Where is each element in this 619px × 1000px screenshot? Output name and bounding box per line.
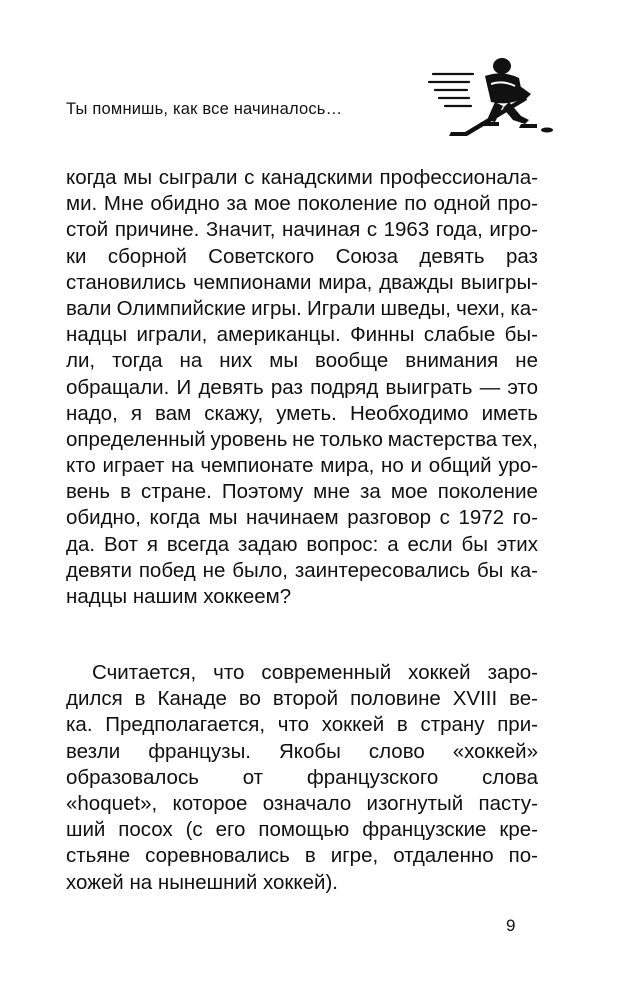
word: за bbox=[226, 192, 248, 216]
word: бы bbox=[476, 558, 504, 582]
word: Канаде bbox=[157, 687, 227, 711]
word: Поэтому bbox=[221, 480, 304, 504]
word: вопрос: bbox=[306, 532, 379, 556]
word: начинаем bbox=[246, 506, 339, 530]
word: выиграть bbox=[385, 375, 473, 399]
word: Необходимо bbox=[349, 401, 469, 425]
word: — bbox=[479, 375, 501, 399]
word: мира, bbox=[320, 454, 375, 478]
word: ший bbox=[66, 818, 106, 842]
word: помощью bbox=[258, 818, 350, 842]
word: поколение bbox=[297, 192, 398, 216]
word: хоккей bbox=[321, 713, 385, 737]
word: если bbox=[407, 532, 453, 556]
text-line bbox=[66, 427, 538, 453]
text-line bbox=[66, 660, 538, 686]
word: девять bbox=[419, 244, 485, 268]
word: которое bbox=[172, 791, 248, 815]
word: Вот bbox=[103, 532, 138, 556]
text-line bbox=[66, 348, 538, 374]
word: ка- bbox=[510, 558, 538, 582]
word: Предполагается, bbox=[105, 713, 266, 737]
text-line bbox=[66, 712, 538, 738]
word: стьяне bbox=[66, 844, 131, 868]
text-line: хожей на нынешний хоккей). bbox=[66, 870, 338, 894]
word: в bbox=[304, 844, 316, 868]
word: в bbox=[396, 713, 408, 737]
word: девять bbox=[198, 375, 264, 399]
word: «hoquet», bbox=[66, 791, 158, 815]
word: про- bbox=[497, 192, 538, 216]
text-line bbox=[66, 375, 538, 401]
text-line bbox=[66, 558, 538, 584]
word: образовалось bbox=[66, 765, 199, 789]
word: страну bbox=[420, 713, 485, 737]
word: во bbox=[238, 687, 261, 711]
word: 1963 bbox=[383, 218, 430, 242]
word: ли, bbox=[66, 349, 96, 373]
word: канадскими bbox=[261, 166, 373, 189]
text-line bbox=[66, 817, 538, 843]
word: тогда bbox=[112, 349, 163, 373]
text-line bbox=[66, 453, 538, 479]
word: сборной bbox=[107, 244, 187, 268]
word: пасту- bbox=[478, 791, 538, 815]
page-number: 9 bbox=[506, 916, 516, 935]
word: половине bbox=[350, 687, 441, 711]
word: при- bbox=[497, 713, 538, 737]
hockey-player-icon bbox=[425, 50, 565, 142]
word: надо, bbox=[66, 401, 118, 425]
word: внимания bbox=[405, 349, 499, 373]
word: но bbox=[381, 454, 404, 478]
word: стой bbox=[66, 218, 109, 242]
word: да. bbox=[66, 532, 96, 556]
word: раз bbox=[505, 244, 538, 268]
word: Советского bbox=[208, 244, 315, 268]
word: на bbox=[179, 349, 203, 373]
text-line bbox=[66, 244, 538, 270]
word: определенный bbox=[66, 427, 206, 451]
text-line bbox=[66, 270, 538, 296]
word: французы. bbox=[148, 739, 251, 763]
word: выигры- bbox=[460, 270, 538, 294]
word: слова bbox=[482, 765, 538, 789]
word: слово bbox=[368, 739, 425, 763]
word: дважды bbox=[379, 270, 454, 294]
word: мы bbox=[208, 506, 238, 530]
word: от bbox=[242, 765, 264, 789]
word: надцы bbox=[66, 323, 128, 347]
word: слабые bbox=[423, 323, 496, 347]
word: поколение bbox=[437, 480, 538, 504]
word: ка- bbox=[510, 296, 538, 320]
word: чехи, bbox=[456, 296, 506, 320]
word: мое bbox=[390, 480, 428, 504]
text-line bbox=[66, 686, 538, 712]
word: них bbox=[219, 349, 253, 373]
word: мастерства bbox=[387, 427, 498, 451]
word: обидно bbox=[150, 192, 220, 216]
word: Значит, bbox=[205, 218, 276, 242]
word: Олимпийские bbox=[116, 296, 246, 320]
text-line bbox=[66, 191, 538, 217]
word: ки bbox=[66, 244, 87, 268]
word: подряд bbox=[310, 375, 379, 399]
text-line bbox=[66, 296, 538, 322]
word: второй bbox=[272, 687, 339, 711]
text-line bbox=[66, 765, 538, 791]
word: изогнутый bbox=[366, 791, 464, 815]
word: ка. bbox=[66, 713, 93, 737]
word: начиная bbox=[282, 218, 361, 242]
word: раз bbox=[270, 375, 303, 399]
word: XVIII bbox=[452, 687, 498, 711]
word: мне bbox=[313, 480, 350, 504]
text-line bbox=[66, 505, 538, 531]
word: мира, bbox=[318, 270, 373, 294]
word: посох bbox=[118, 818, 173, 842]
text-line bbox=[66, 401, 538, 427]
word: причине. bbox=[114, 218, 200, 242]
word: не bbox=[292, 427, 315, 451]
word: игро- bbox=[489, 218, 538, 242]
word: Финны bbox=[350, 323, 415, 347]
word: года, bbox=[435, 218, 483, 242]
word: бы bbox=[461, 532, 488, 556]
word: ми. bbox=[66, 192, 98, 216]
word: кто bbox=[66, 454, 96, 478]
word: мы bbox=[269, 349, 299, 373]
word: игры. bbox=[251, 296, 302, 320]
word: задаю bbox=[237, 532, 298, 556]
text-line bbox=[66, 165, 538, 191]
word: Мне bbox=[103, 192, 144, 216]
text-line bbox=[66, 843, 538, 869]
word: «хоккей» bbox=[452, 739, 538, 763]
word: мы bbox=[123, 166, 153, 189]
word: го- bbox=[512, 506, 538, 530]
word: чемпионате bbox=[200, 454, 314, 478]
word: с bbox=[244, 166, 255, 189]
word: скажу, bbox=[204, 401, 264, 425]
word: это bbox=[507, 375, 538, 399]
word: французские bbox=[362, 818, 487, 842]
text-line bbox=[66, 532, 538, 558]
word: когда bbox=[149, 506, 201, 530]
word: девяти bbox=[66, 558, 132, 582]
word: кре- bbox=[499, 818, 538, 842]
word: вам bbox=[155, 401, 192, 425]
word: и bbox=[410, 454, 422, 478]
word: везли bbox=[66, 739, 121, 763]
word: в bbox=[120, 480, 131, 504]
word: одной bbox=[433, 192, 491, 216]
word: уметь. bbox=[276, 401, 337, 425]
word: означало bbox=[262, 791, 352, 815]
word: тех, bbox=[501, 427, 538, 451]
word: этих bbox=[496, 532, 538, 556]
running-header-title: Ты помнишь, как все начиналось… bbox=[66, 100, 343, 118]
word: а bbox=[387, 532, 399, 556]
word: общий bbox=[428, 454, 492, 478]
quote-paragraph bbox=[66, 165, 538, 610]
word: его bbox=[215, 818, 246, 842]
word: уровень bbox=[210, 427, 288, 451]
word: не bbox=[202, 558, 226, 582]
word: я bbox=[146, 532, 158, 556]
word: заинтересовались bbox=[294, 558, 471, 582]
word: отдаленно bbox=[393, 844, 494, 868]
text-line: надцы нашим хоккеем? bbox=[66, 585, 292, 608]
word: побед bbox=[138, 558, 196, 582]
word: игре, bbox=[330, 844, 379, 868]
word: когда bbox=[66, 166, 117, 189]
word: французского bbox=[306, 765, 439, 789]
word: иметь bbox=[481, 401, 538, 425]
word: уро- bbox=[498, 454, 538, 478]
word: соревновались bbox=[145, 844, 290, 868]
text-line bbox=[66, 791, 538, 817]
word: обидно, bbox=[66, 506, 141, 530]
word: Играли bbox=[306, 296, 376, 320]
word: заро- bbox=[487, 661, 538, 684]
word: всегда bbox=[166, 532, 230, 556]
word: (с bbox=[185, 818, 203, 842]
word: по bbox=[404, 192, 427, 216]
word: на bbox=[171, 454, 194, 478]
word: с bbox=[439, 506, 450, 530]
word: вообще bbox=[315, 349, 389, 373]
word: по- bbox=[508, 844, 538, 868]
word: что bbox=[213, 661, 245, 684]
history-paragraph bbox=[66, 660, 538, 896]
word: с bbox=[366, 218, 378, 242]
word: Якобы bbox=[278, 739, 341, 763]
word: мое bbox=[253, 192, 291, 216]
word: бы- bbox=[504, 323, 538, 347]
word: дился bbox=[66, 687, 123, 711]
word: за bbox=[360, 480, 381, 504]
word: не bbox=[515, 349, 538, 373]
word: сыграли bbox=[158, 166, 238, 189]
word: Считается, bbox=[92, 661, 197, 684]
word: И bbox=[176, 375, 192, 399]
word: ве- bbox=[509, 687, 538, 711]
text-line bbox=[66, 479, 538, 505]
word: стране. bbox=[141, 480, 212, 504]
word: играет bbox=[102, 454, 165, 478]
word: играли, bbox=[136, 323, 208, 347]
word: что bbox=[277, 713, 310, 737]
word: профессионала- bbox=[379, 166, 538, 189]
text-line bbox=[66, 322, 538, 348]
word: американцы. bbox=[216, 323, 341, 347]
word: Союза bbox=[335, 244, 398, 268]
word: современный bbox=[261, 661, 392, 684]
word: в bbox=[134, 687, 146, 711]
word: 1972 bbox=[458, 506, 505, 530]
word: было, bbox=[232, 558, 288, 582]
word: только bbox=[319, 427, 383, 451]
text-line bbox=[66, 217, 538, 243]
word: обращали. bbox=[66, 375, 170, 399]
word: вень bbox=[66, 480, 111, 504]
word: чемпионами bbox=[193, 270, 312, 294]
word: хоккей bbox=[408, 661, 471, 684]
word: шведы, bbox=[380, 296, 451, 320]
word: разговор bbox=[347, 506, 432, 530]
word: я bbox=[130, 401, 142, 425]
word: становились bbox=[66, 270, 187, 294]
word: вали bbox=[66, 296, 112, 320]
text-line bbox=[66, 739, 538, 765]
